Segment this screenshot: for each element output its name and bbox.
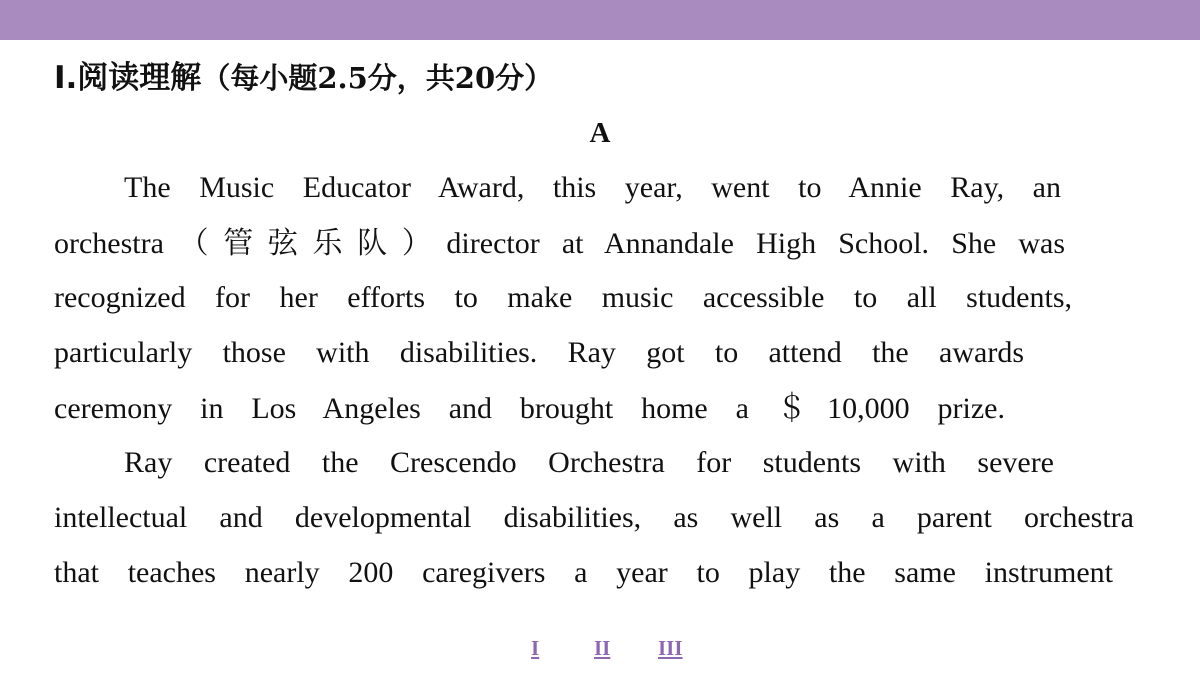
- section-title-scoring: （每小题2.5分，共20分）: [201, 61, 554, 95]
- nav-link-section-3[interactable]: III: [658, 636, 683, 660]
- section-title: [54, 56, 553, 100]
- section-nav: [0, 636, 1200, 670]
- passage-line: The Music Educator Award, this year, went to Annie Ray, an: [124, 171, 1061, 204]
- passage-line: ceremony in Los Angeles and brought home a ＄10,000 prize.: [54, 392, 1005, 425]
- passage-line: Ray created the Crescendo Orchestra for students with severe: [124, 446, 1054, 479]
- top-banner: [0, 0, 1200, 40]
- section-title-main: I.阅读理解: [54, 60, 202, 96]
- passage-line: particularly those with disabilities. Ray got to attend the awards: [54, 336, 1024, 369]
- passage-line: intellectual and developmental disabilities, as well as a parent orchestra: [54, 501, 1134, 534]
- passage-line: orchestra（管弦乐队）director at Annandale High School. She was: [54, 227, 1065, 260]
- passage-line: recognized for her efforts to make music accessible to all students,: [54, 281, 1072, 314]
- nav-link-section-2[interactable]: II: [594, 636, 611, 660]
- passage-letter: A: [589, 117, 611, 149]
- passage-line: that teaches nearly 200 caregivers a year to play the same instrument: [54, 556, 1113, 589]
- nav-link-section-1[interactable]: I: [531, 636, 540, 660]
